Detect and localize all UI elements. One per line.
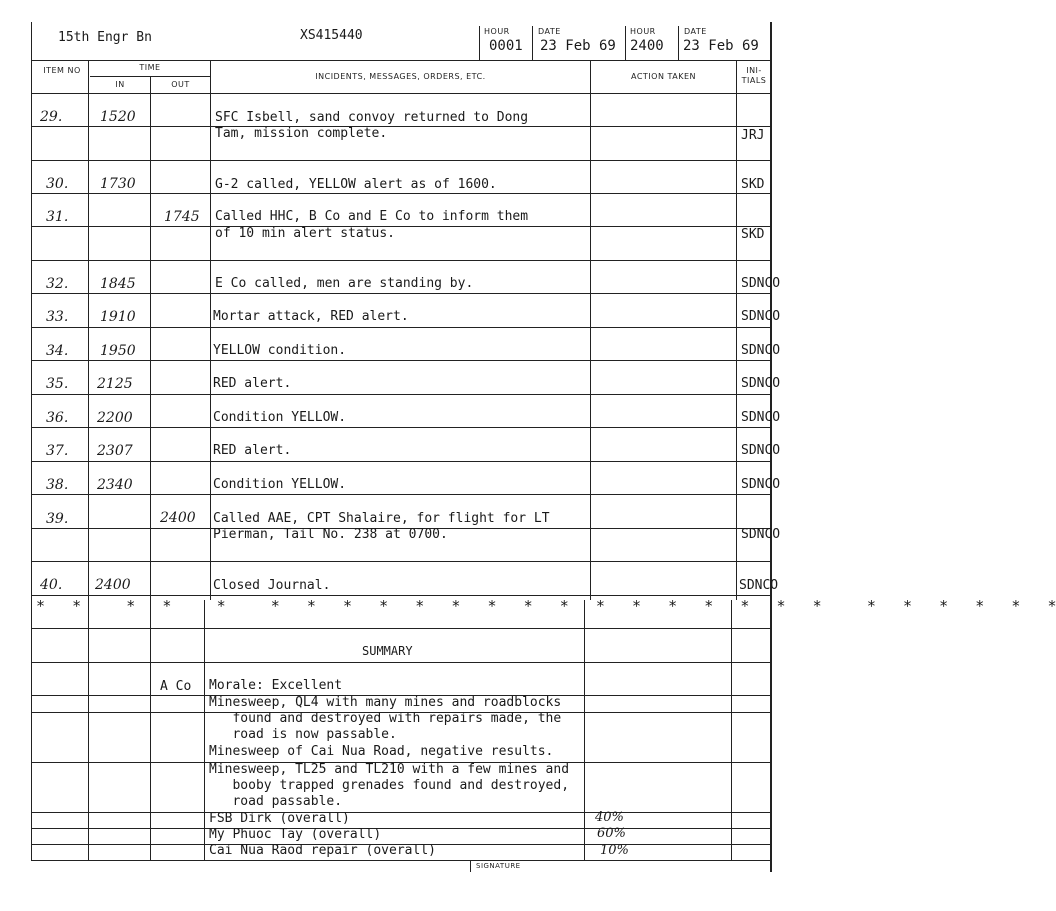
summary-percent: 10%	[600, 843, 629, 858]
entry-time-in: 1910	[100, 309, 136, 325]
hour-divider	[479, 26, 480, 60]
entry-time-in: 2400	[95, 577, 131, 593]
entry-initials: SDNCO	[741, 276, 781, 291]
col-out-divider	[210, 60, 211, 600]
date-divider	[532, 26, 533, 60]
col-item-divider	[88, 60, 89, 860]
summary-line: road is now passable.	[209, 727, 397, 742]
col-header-item-no: ITEM NO	[43, 66, 81, 75]
entry-initials: SDNCO	[741, 343, 781, 358]
row-rule	[31, 327, 771, 328]
row-rule	[31, 494, 771, 495]
entry-initials: SDNCO	[741, 376, 781, 391]
entry-text-line: Pierman, Tail No. 238 at 0700.	[213, 527, 448, 542]
entry-text-line: Called AAE, CPT Shalaire, for flight for LT	[213, 511, 550, 526]
row-rule	[31, 160, 771, 161]
entry-text-line: of 10 min alert status.	[215, 226, 396, 241]
to-date: 23 Feb 69	[683, 38, 759, 54]
entry-initials: SDNCO	[741, 527, 781, 542]
summary-unit: A Co	[160, 679, 192, 694]
entry-time-in: 1845	[100, 276, 136, 292]
entry-item-no: 33.	[46, 309, 69, 325]
entry-item-no: 40.	[40, 577, 63, 593]
row-rule	[31, 360, 771, 361]
entry-item-no: 31.	[46, 209, 69, 225]
summary-line: booby trapped grenades found and destroyed,	[209, 778, 570, 793]
row-rule	[31, 394, 771, 395]
entry-text-line: RED alert.	[213, 376, 292, 391]
entry-time-in: 1730	[100, 176, 136, 192]
entry-text-line: Mortar attack, RED alert.	[213, 309, 409, 324]
col-header-initials: INI- TIALS	[741, 66, 767, 85]
summary-line: My Phuoc Tay (overall)	[209, 827, 382, 842]
signature-box-edge	[470, 860, 471, 872]
col-action-divider	[736, 60, 737, 600]
left-border	[31, 22, 32, 860]
entry-text-line: Tam, mission complete.	[215, 126, 388, 141]
unit-name: 15th Engr Bn	[58, 30, 152, 45]
summary-line: found and destroyed with repairs made, the	[209, 711, 562, 726]
entry-time-in: 2200	[97, 410, 133, 426]
row-rule	[31, 126, 771, 127]
bottom-rule	[31, 860, 771, 861]
entry-time-out: 1745	[164, 209, 200, 225]
from-date: 23 Feb 69	[540, 38, 616, 54]
summary-percent: 40%	[595, 810, 624, 825]
summary-line: Minesweep of Cai Nua Road, negative results.	[209, 744, 554, 759]
summary-line: Minesweep, TL25 and TL210 with a few mines and	[209, 762, 570, 777]
entry-time-in: 2307	[97, 443, 133, 459]
signature-label: SIGNATURE	[476, 862, 521, 870]
to-hour: 2400	[630, 38, 664, 54]
col-header-time: TIME	[139, 63, 161, 72]
entry-text-line: Condition YELLOW.	[213, 477, 347, 492]
to-hour-label: HOUR	[630, 27, 656, 36]
entry-item-no: 37.	[46, 443, 69, 459]
entry-text-line: Called HHC, B Co and E Co to inform them	[215, 209, 529, 224]
date2-divider	[678, 26, 679, 60]
col-action-divider-lower	[731, 600, 732, 860]
summary-line: road passable.	[209, 794, 343, 809]
entry-time-out: 2400	[160, 510, 196, 526]
entry-text-line: SFC Isbell, sand convoy returned to Dong	[215, 110, 529, 125]
col-header-incidents: INCIDENTS, MESSAGES, ORDERS, ETC.	[315, 72, 486, 81]
entry-time-in: 2340	[97, 477, 133, 493]
grid-coordinates: XS415440	[300, 28, 363, 43]
col-header-out: OUT	[171, 80, 190, 89]
entry-item-no: 34.	[46, 343, 69, 359]
to-date-label: DATE	[684, 27, 707, 36]
col-incidents-divider	[590, 60, 591, 600]
row-rule	[31, 226, 771, 227]
entry-text-line: G-2 called, YELLOW alert as of 1600.	[215, 177, 497, 192]
entry-initials: SDNCO	[741, 410, 781, 425]
summary-line: Cai Nua Raod repair (overall)	[209, 843, 436, 858]
entry-initials: SKD	[741, 177, 765, 192]
col-header-in: IN	[115, 80, 125, 89]
entry-item-no: 39.	[46, 511, 69, 527]
entry-text-line: YELLOW condition.	[213, 343, 347, 358]
entry-text-line: E Co called, men are standing by.	[215, 276, 474, 291]
row-rule	[31, 662, 771, 663]
entry-initials: SDNCO	[739, 578, 779, 593]
col-out-divider-lower	[204, 600, 205, 860]
col-incidents-divider-lower	[584, 600, 585, 860]
summary-percent: 60%	[597, 826, 626, 841]
entry-initials: JRJ	[741, 128, 765, 143]
star-separator: * * * * * * * * * * * * * * * * * * * * * * * * * * *	[36, 597, 1056, 615]
entry-initials: SDNCO	[741, 477, 781, 492]
entry-item-no: 32.	[46, 276, 69, 292]
entry-time-in: 1950	[100, 343, 136, 359]
row-rule	[31, 461, 771, 462]
entry-item-no: 38.	[46, 477, 69, 493]
hour2-divider	[625, 26, 626, 60]
header-rule	[31, 60, 771, 61]
row-rule	[31, 812, 771, 813]
from-hour: 0001	[489, 38, 523, 54]
entry-item-no: 35.	[46, 376, 69, 392]
row-rule	[31, 628, 771, 629]
entry-time-in: 1520	[100, 109, 136, 125]
entry-text-line: Condition YELLOW.	[213, 410, 347, 425]
summary-line: FSB Dirk (overall)	[209, 811, 350, 826]
row-rule	[31, 293, 771, 294]
summary-line: Minesweep, QL4 with many mines and roadblocks	[209, 695, 562, 710]
entry-initials: SDNCO	[741, 443, 781, 458]
from-date-label: DATE	[538, 27, 561, 36]
entry-item-no: 30.	[46, 176, 69, 192]
entry-time-in: 2125	[97, 376, 133, 392]
row-rule	[31, 561, 771, 562]
summary-title: SUMMARY	[362, 644, 413, 658]
from-hour-label: HOUR	[484, 27, 510, 36]
entry-initials: SKD	[741, 227, 765, 242]
entry-text-line: RED alert.	[213, 443, 292, 458]
row-rule	[31, 828, 771, 829]
summary-line: Morale: Excellent	[209, 678, 343, 693]
row-rule	[31, 595, 771, 596]
entry-item-no: 29.	[40, 109, 63, 125]
entry-text-line: Closed Journal.	[213, 578, 331, 593]
row-rule	[31, 193, 771, 194]
entry-initials: SDNCO	[741, 309, 781, 324]
row-rule	[31, 260, 771, 261]
row-rule	[31, 427, 771, 428]
column-header-rule	[31, 93, 771, 94]
entry-item-no: 36.	[46, 410, 69, 426]
col-header-action: ACTION TAKEN	[630, 72, 696, 81]
